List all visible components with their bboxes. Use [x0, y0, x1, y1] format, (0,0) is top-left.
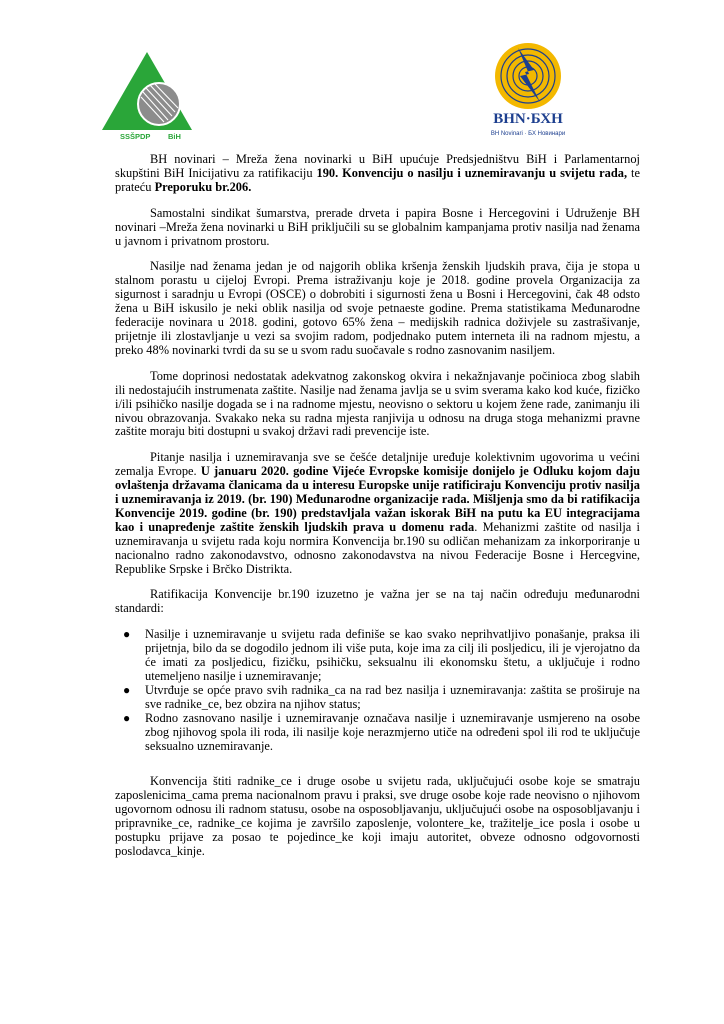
svg-text:BiH: BiH — [168, 132, 181, 141]
standards-list — [115, 628, 640, 753]
list-item — [115, 628, 640, 684]
sindikat-logo — [98, 50, 196, 146]
list-item-text: Rodno zasnovano nasilje i uznemiravanje označava nasilje i uznemiravanje usmjereno na osobe zbog njihovog spola ili roda, ili nasilje koje nerazmjerno utiče na određeni spol ili rod te uključuje seksualno uznemiravanje. — [145, 710, 640, 753]
paragraph-3 — [115, 260, 640, 357]
final-paragraph: Konvencija štiti radnike_ce i druge osobe u svijetu rada, uključujući osobe koje se smatraju zaposlenicima_cama prema nacionalnom pravu i praksi, sve druge osobe koje rade neovisno o njihovom ugovornom odnosu ili radnom statusu, osobe na osposobljavanju, uključujući osobe na osposobljavanju i pripravnike_ce, radnike_ce kojima je završilo zaposlenje, volontere_ke, tražitelje_ice posla i osobe u postupku prijave za posao te pojedince_ke koji imaju autoritet, obveze odnosno odgovornosti poslodavca_kinje. — [115, 774, 640, 858]
paragraph-4 — [115, 370, 640, 440]
text-run: Pitanje nasilja i uznemiravanja sve se češće detaljnije uređuje kolektivnim ugovorima u većini zemalja Evrope. — [115, 450, 640, 479]
list-item-text: Utvrđuje se opće pravo svih radnika_ca na rad bez nasilja i uznemiravanja: zaštita se proširuje na sve radnike_ce, bez obzira na njihov status; — [145, 682, 640, 711]
text-run: Nasilje nad ženama jedan je od najgorih oblika kršenja ženskih ljudskih prava, čija je stopa u stalnom porastu u cijeloj Evropi. Prema istraživanju koje je 2018. godine provela Organizacija za sigurnost i saradnju u Evropi (OSCE) o dobrobiti i sigurnosti žena u Bosni i Hercegovini, čak 48 odsto žena u BiH iskusilo je neki oblik nasilja od svoje petnaeste godine. Prema statistikama Međunarodne federacije novinara u 2018. godini, gotovo 65% žena – medijskih radnica doživjele su zastrašivanje, prijetnje ili zlostavljanje u vezi sa svojim radom, podjednako putem interneta ili na radnom mjestu, a preko 48% novinarki tvrdi da su se u svom radu suočavale s rodno zasnovanim nasiljem. — [115, 259, 640, 357]
bullet-icon: ● — [123, 710, 131, 725]
sindikat-logo-text: SSŠPDP — [120, 132, 151, 141]
list-item — [115, 684, 640, 712]
text-run: Tome doprinosi nedostatak adekvatnog zakonskog okvira i nekažnjavanje počinioca zbog slabih ili nedostajućih instrumenata zaštite. Nasilje nad ženama javlja se u svim sverama kako kod kuće, fizičko i/ili psihičko nasilje dogada se i na radnome mjestu, neovisno o sektoru u kojem žene rade, zanimanju ili nivou obrazovanja. Svakako neka su radna mjesta ranjivija u odnosu na druga stoga mehanizmi pravne zaštite moraju biti dostupni u svakoj državi radi prevencije iste. — [115, 368, 640, 439]
bullet-icon: ● — [123, 682, 131, 697]
paragraph-2 — [115, 207, 640, 249]
text-run: Ratifikacija Konvencije br.190 izuzetno je važna jer se na taj način određuju međunarodni standardi: — [115, 587, 640, 616]
bullet-icon: ● — [123, 627, 131, 642]
text-run: te prateću — [115, 165, 640, 194]
bold-text: 190. Konvenciju o nasilju i uznemiravanju u svijetu rada, — [316, 165, 628, 180]
paragraph-5 — [115, 451, 640, 576]
list-item — [115, 712, 640, 754]
bhn-logo-icon — [472, 36, 584, 146]
bhn-logo — [472, 36, 584, 146]
sindikat-logo-icon — [98, 50, 196, 146]
text-run: . Mehanizmi zaštite od nasilja i uznemiravanja u svijetu rada koju normira Konvencija br.190 su odličan mehanizam za inkorporiranje u nacionalno radno zakonodavstvo, odnosno zakonodavstva na nivou Federacije Bosne i Hercegvine, Republike Srpske i Brčko Distrikta. — [115, 519, 640, 576]
document-body — [115, 153, 640, 871]
bhn-logo-subtitle: BH Novinari · БХ Новинари — [490, 131, 566, 137]
paragraphs — [115, 153, 640, 616]
text-run: Samostalni sindikat šumarstva, prerade drveta i papira Bosne i Hercegovini i Udruženje BH novinari –Mreža žena novinarki u BiH priključili su se globalnim kampanjama protiv nasilja nad ženama u javnom i privatnom prostoru. — [115, 205, 640, 248]
bold-text: U januaru 2020. godine Vijeće Evropske komisije donijelo je Odluku kojom daju ovlaštenja državama članicama da u interesu Europske unije ratificiraju Konvenciju protiv nasilja i uznemiravanja iz 2019. (br. 190) Međunarodne organizacije rada. Mišljenja smo da bi ratifikacija Konvencije 2019. godine (br. 190) predstavljala važan iskorak BiH na putu ka EU integracijama kao i unapređenje zaštite ženskih ljudskih prava u domenu rada — [115, 464, 640, 534]
bold-text: Preporuku br.206. — [154, 179, 252, 194]
paragraph-1 — [115, 153, 640, 195]
bhn-logo-title: BHN·БХН — [493, 111, 563, 127]
list-item-text: Nasilje i uznemiravanje u svijetu rada definiše se kao svako neprihvatljivo ponašanje, praksa ili prijetnja, bilo da se dogodilo jednom ili više puta, koje ima za cilj ili posljedicu, ili je vjerojatno da će imati za posljedicu, fizičku, psihičku, seksualnu ili ekonomsku štetu, a uključuje i rodno utemeljeno nasilje i uznemiravanje; — [145, 627, 640, 683]
text-run: BH novinari – Mreža žena novinarki u BiH upućuje Predsjedništvu BiH i Parlamentarnoj skupštini BiH Inicijativu za ratifikaciju — [115, 152, 640, 180]
paragraph-6 — [115, 588, 640, 616]
